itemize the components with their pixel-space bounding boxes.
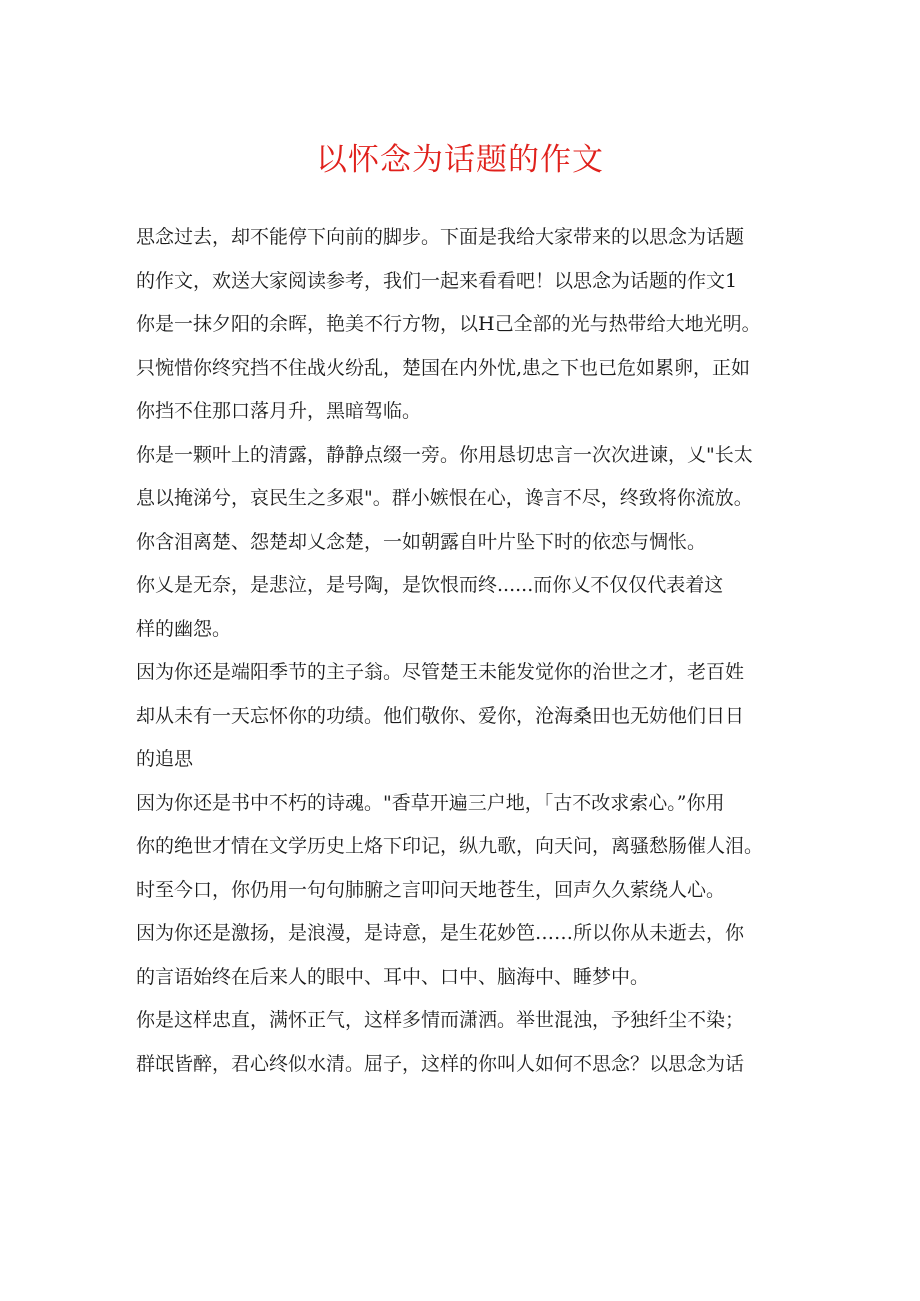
text-line: 只惋惜你终究挡不住战火纷乱，楚国在内外忧,患之下也已危如累卵，正如 [136,356,751,379]
document-body [136,216,800,1086]
text-line: 你是一颗叶上的清露，静静点缀一旁。你用恳切忠言一次次进谏，乂"长太 [136,443,753,466]
text-line: 你含泪离楚、怨楚却乂念楚，一如朝露自叶片坠下时的依恋与惆怅。 [136,530,707,553]
text-line: 你的绝世才情在文学历史上烙下印记，纵九歌，向天问，离骚愁肠催人泪。 [136,835,764,857]
text-line: 息以掩涕兮，哀民生之多艰"。群小嫉恨在心，谗言不尽，终致将你流放。 [136,487,753,509]
text-line: 思念过去，却不能停下向前的脚步。下面是我给大家带来的以思念为话题 [136,226,745,248]
text-line: 因为你还是端阳季节的主子翁。尽管楚王未能发觉你的治世之才，老百姓 [136,661,745,683]
text-line: 你挡不住那口落月升，黑暗驾临。 [136,400,422,422]
text-line: 的作文，欢送大家阅读参考，我们一起来看看吧！以思念为话题的作文1 [136,269,738,292]
text-line: 你是这样忠直，满怀正气，这样多情而潇洒。举世混浊，予独纤尘不染； [136,1009,745,1031]
text-line: 你是一抹夕阳的余晖，艳美不行方物，以H己全部的光与热带给大地光明。 [136,313,761,335]
text-line: 的追思 [136,748,194,770]
text-line: 你乂是无奈，是悲泣，是号陶，是饮恨而终......而你乂不仅仅代表着这 [136,574,724,596]
text-line: 的言语始终在后来人的眼中、耳中、口中、脑海中、睡梦中。 [136,965,650,988]
document-title: 以怀念为话题的作文 [316,142,604,178]
text-line: 因为你还是书中不朽的诗魂。"香草开遍三户地，「古不改求索心。”你用 [136,791,725,814]
text-line: 样的幽怨。 [136,617,232,640]
text-line: 时至今口，你仍用一句句肺腑之言叩问天地苍生，回声久久萦绕人心。 [136,878,726,901]
text-line: 却从未有一天忘怀你的功绩。他们敬你、爱你，沧海桑田也无妨他们日日 [136,704,745,727]
text-line: 群氓皆醉，君心终似水清。屈子，这样的你叫人如何不思念？以思念为话 [136,1052,745,1075]
text-line: 因为你还是激扬，是浪漫，是诗意，是生花妙笆……所以你从未逝去，你 [136,922,745,944]
